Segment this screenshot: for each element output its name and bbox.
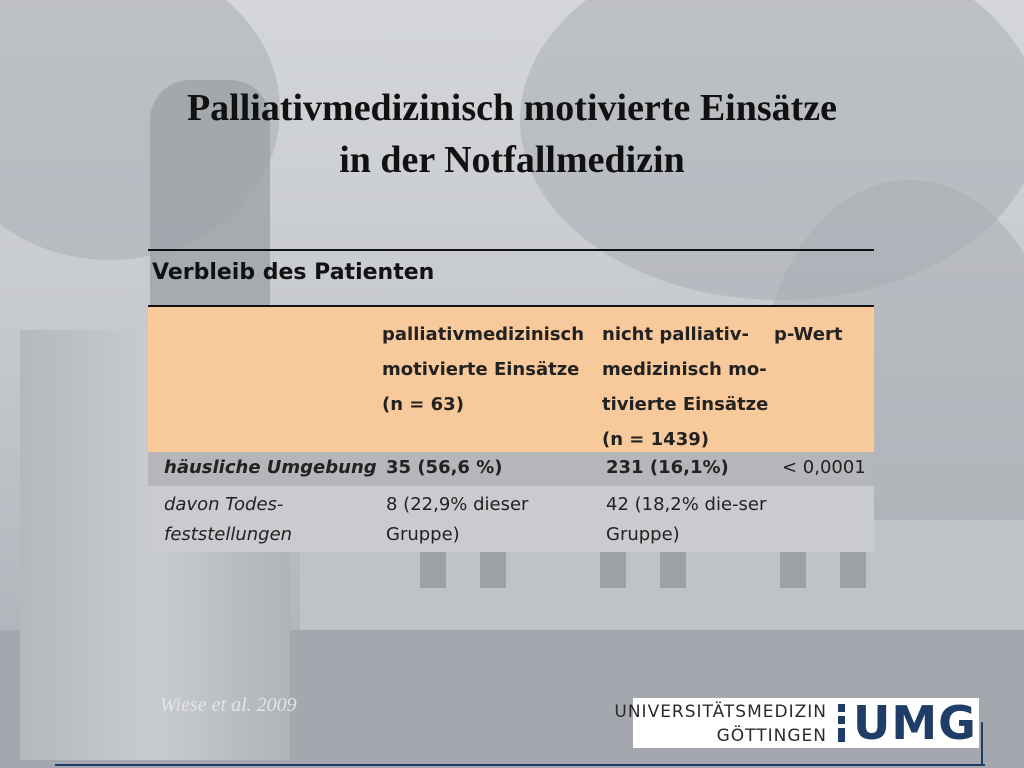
row-p-value: < 0,0001 (782, 457, 866, 478)
row-palliative-value: 8 (22,9% dieser Gruppe) (386, 494, 529, 545)
logo-bars-icon (838, 704, 845, 742)
logo-mark: UMG (853, 696, 977, 750)
logo-line-2: GÖTTINGEN (716, 726, 827, 746)
frame-line-bottom (55, 764, 985, 766)
table-caption: Verbleib des Patienten (152, 260, 435, 285)
header-p-value: p-Wert (774, 324, 843, 345)
table-row (148, 452, 874, 486)
slide-title-line-1: Palliativmedizinisch motivierte Einsätze (186, 87, 838, 129)
header-non-palliative: nicht palliativ-medizinisch mo-tivierte Einsätze (n = 1439) (602, 324, 769, 450)
row-non-palliative-value: 231 (16,1%) (606, 457, 729, 478)
frame-line-right (981, 722, 983, 766)
results-table (148, 307, 874, 552)
citation: Wiese et al. 2009 (160, 694, 297, 716)
row-non-palliative-value: 42 (18,2% die-ser Gruppe) (606, 494, 767, 545)
row-palliative-value: 35 (56,6 %) (386, 457, 503, 478)
slide-title (60, 82, 964, 186)
table-row (148, 486, 874, 552)
row-label: davon Todes-feststellungen (164, 494, 293, 545)
table-top-rule (148, 249, 874, 251)
logo-line-1: UNIVERSITÄTSMEDIZIN (614, 702, 827, 722)
header-palliative: palliativmedizinisch motivierte Einsätze (n = 63) (382, 324, 585, 415)
table-header-row (148, 307, 874, 452)
row-label: häusliche Umgebung (164, 457, 377, 478)
slide-title-line-2: in der Notfallmedizin (339, 139, 685, 181)
umg-logo (614, 696, 979, 750)
